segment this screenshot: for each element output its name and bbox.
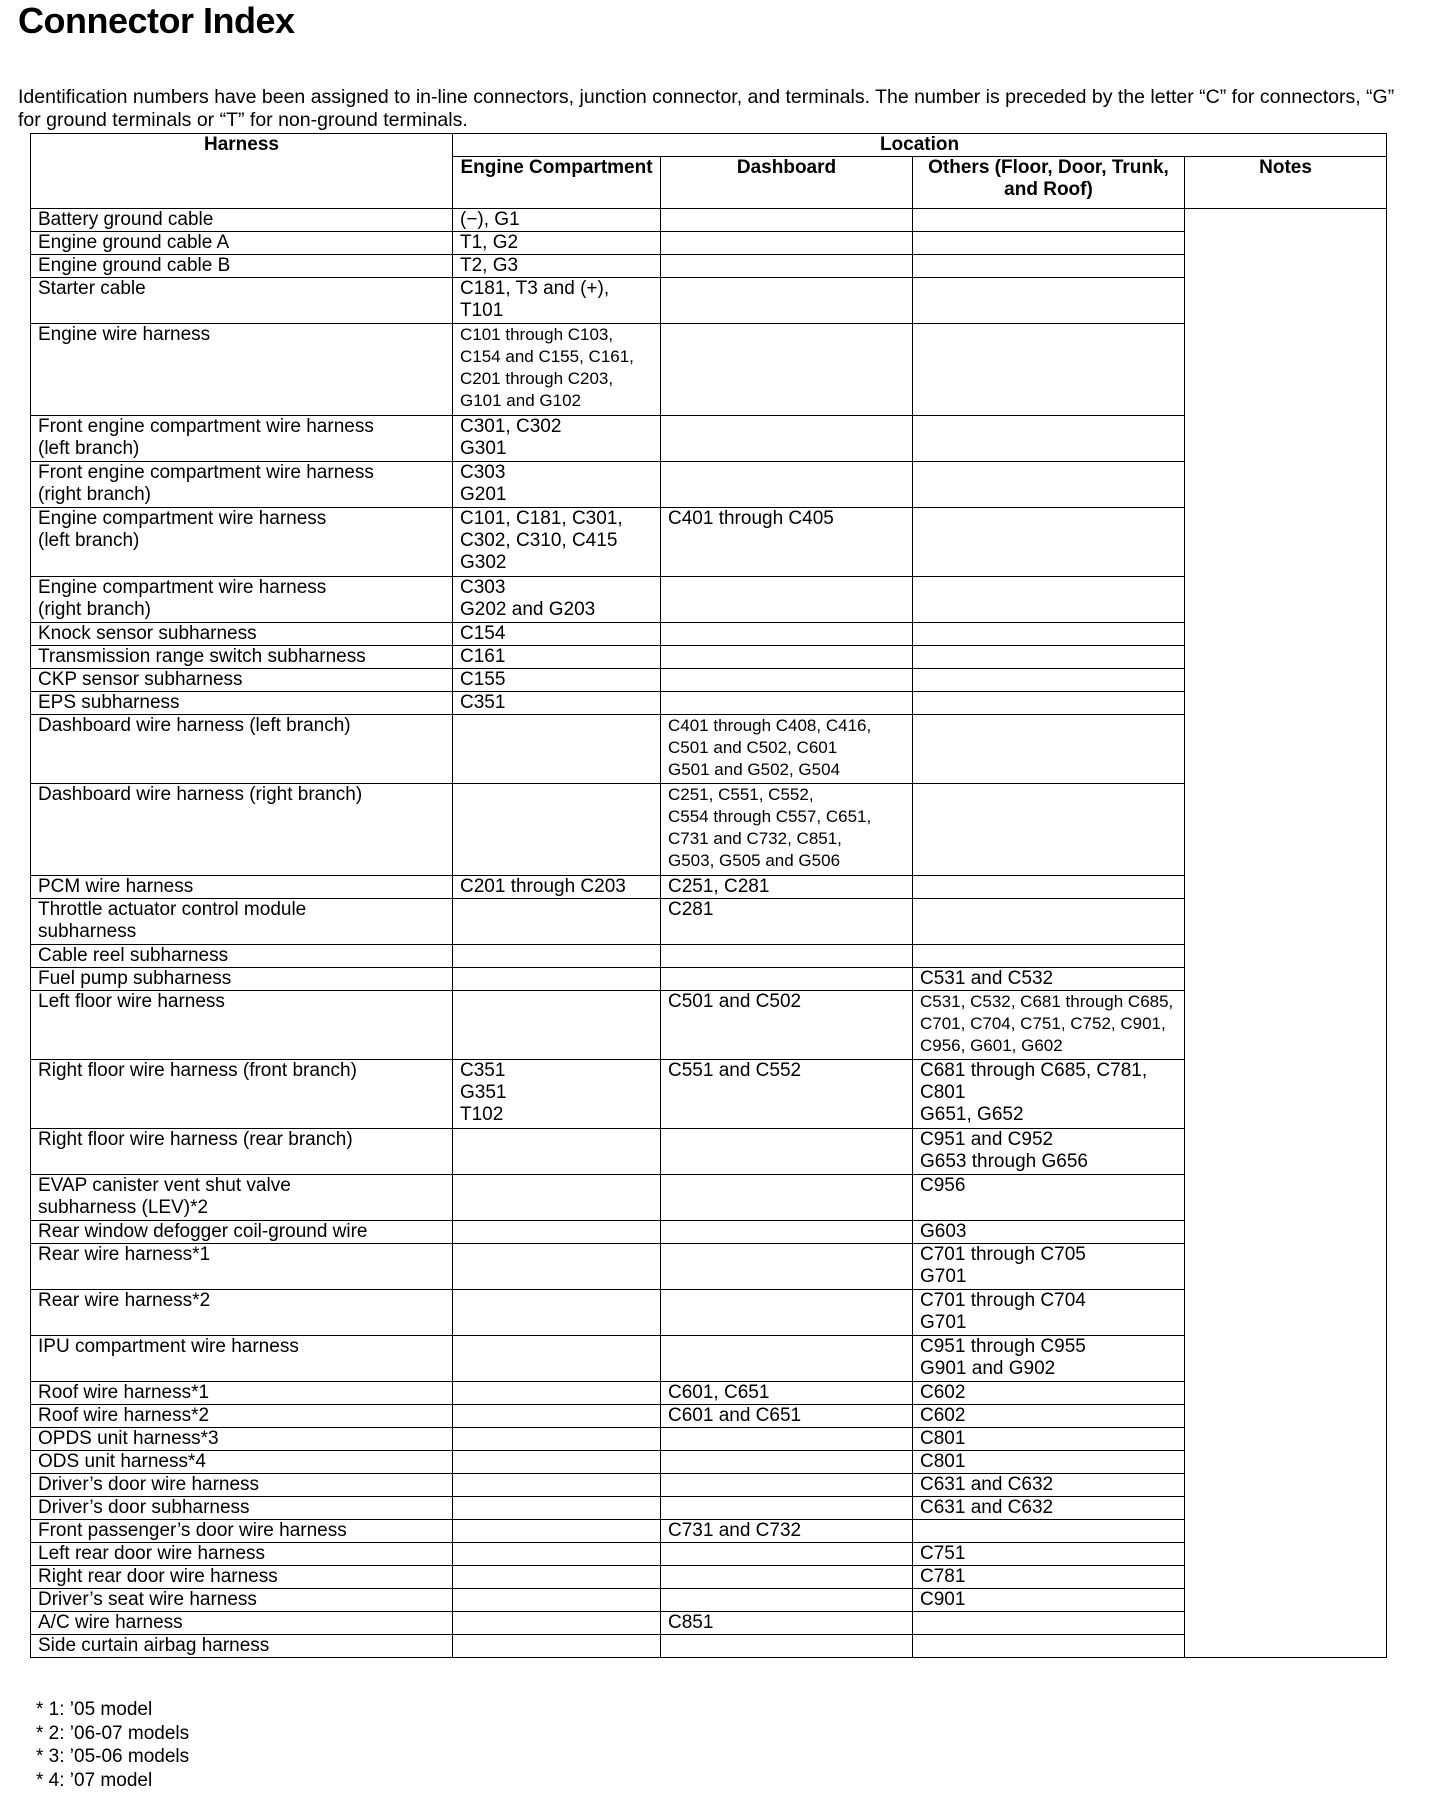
others-cell (913, 324, 1185, 416)
others-cell (913, 508, 1185, 577)
footnote: * 2: ’06-07 models (36, 1722, 190, 1744)
header-dashboard: Dashboard (661, 157, 913, 209)
dashboard-cell (661, 623, 913, 646)
engine-cell: C351 G351 T102 (453, 1060, 661, 1129)
others-cell (913, 577, 1185, 623)
others-cell: C681 through C685, C781, C801 G651, G652 (913, 1060, 1185, 1129)
table-row (31, 1244, 1387, 1290)
others-cell: C701 through C704 G701 (913, 1290, 1185, 1336)
header-harness: Harness (31, 134, 453, 209)
engine-cell (453, 1520, 661, 1543)
dashboard-cell (661, 1290, 913, 1336)
footnote: * 3: ’05-06 models (36, 1746, 190, 1767)
harness-cell: Rear wire harness*2 (31, 1290, 453, 1336)
engine-cell (453, 968, 661, 991)
harness-cell: Rear wire harness*1 (31, 1244, 453, 1290)
table-row (31, 1382, 1387, 1405)
dashboard-cell (661, 646, 913, 669)
table-row (31, 1635, 1387, 1658)
dashboard-cell (661, 416, 913, 462)
engine-cell: C161 (453, 646, 661, 669)
dashboard-cell (661, 278, 913, 324)
harness-cell: Left rear door wire harness (31, 1543, 453, 1566)
engine-cell (453, 1543, 661, 1566)
table-body (31, 209, 1387, 1658)
footnote: * 1: ’05 model (36, 1699, 153, 1720)
table-row (31, 1497, 1387, 1520)
others-cell (913, 1520, 1185, 1543)
engine-cell (453, 1175, 661, 1221)
table-row (31, 278, 1387, 324)
harness-cell: Front engine compartment wire harness (right branch) (31, 462, 453, 508)
intro-paragraph: Identification numbers have been assigned to in-line connectors, junction connector, and terminals. The number is preceded by the letter “C” for connectors, “G” for ground terminals or “T” for non-ground terminals. (18, 86, 1395, 131)
footnotes (36, 1698, 189, 1792)
harness-cell: Dashboard wire harness (left branch) (31, 715, 453, 784)
harness-cell: Front engine compartment wire harness (left branch) (31, 416, 453, 462)
harness-cell: CKP sensor subharness (31, 669, 453, 692)
table-row (31, 209, 1387, 232)
engine-cell: C303 G202 and G203 (453, 577, 661, 623)
engine-cell (453, 1382, 661, 1405)
harness-cell: Side curtain airbag harness (31, 1635, 453, 1658)
others-cell: C801 (913, 1428, 1185, 1451)
dashboard-cell (661, 1474, 913, 1497)
dashboard-cell (661, 1497, 913, 1520)
table-row (31, 991, 1387, 1060)
table-row (31, 1589, 1387, 1612)
harness-cell: Right rear door wire harness (31, 1566, 453, 1589)
table-row (31, 1175, 1387, 1221)
table-row (31, 623, 1387, 646)
others-cell (913, 209, 1185, 232)
table-row (31, 1060, 1387, 1129)
others-cell (913, 623, 1185, 646)
others-cell (913, 899, 1185, 945)
dashboard-cell: C731 and C732 (661, 1520, 913, 1543)
harness-cell: OPDS unit harness*3 (31, 1428, 453, 1451)
dashboard-cell: C401 through C405 (661, 508, 913, 577)
harness-cell: Engine ground cable A (31, 232, 453, 255)
harness-cell: EPS subharness (31, 692, 453, 715)
table-row (31, 968, 1387, 991)
harness-cell: PCM wire harness (31, 876, 453, 899)
engine-cell: T1, G2 (453, 232, 661, 255)
table-row (31, 1221, 1387, 1244)
engine-cell (453, 1244, 661, 1290)
table-row (31, 1290, 1387, 1336)
others-cell: C951 through C955 G901 and G902 (913, 1336, 1185, 1382)
engine-cell: C101, C181, C301, C302, C310, C415 G302 (453, 508, 661, 577)
engine-cell (453, 1221, 661, 1244)
harness-cell: IPU compartment wire harness (31, 1336, 453, 1382)
dashboard-cell: C851 (661, 1612, 913, 1635)
others-cell (913, 1635, 1185, 1658)
others-cell (913, 278, 1185, 324)
header-location: Location (453, 134, 1387, 157)
harness-cell: Dashboard wire harness (right branch) (31, 784, 453, 876)
table-row (31, 1129, 1387, 1175)
dashboard-cell (661, 462, 913, 508)
footnote: * 4: ’07 model (36, 1769, 153, 1791)
others-cell (913, 255, 1185, 278)
dashboard-cell (661, 1129, 913, 1175)
harness-cell: Engine compartment wire harness (left branch) (31, 508, 453, 577)
harness-cell: Right floor wire harness (front branch) (31, 1060, 453, 1129)
harness-cell: Engine ground cable B (31, 255, 453, 278)
others-cell (913, 784, 1185, 876)
engine-cell (453, 1589, 661, 1612)
table-row (31, 692, 1387, 715)
engine-cell (453, 899, 661, 945)
dashboard-cell (661, 324, 913, 416)
engine-cell: C303 G201 (453, 462, 661, 508)
engine-cell (453, 715, 661, 784)
engine-cell (453, 1474, 661, 1497)
table-row (31, 1405, 1387, 1428)
table-row (31, 784, 1387, 876)
table-row (31, 1543, 1387, 1566)
others-cell: C956 (913, 1175, 1185, 1221)
dashboard-cell: C601, C651 (661, 1382, 913, 1405)
connector-index-table (30, 133, 1387, 1658)
harness-cell: Battery ground cable (31, 209, 453, 232)
table-row (31, 1474, 1387, 1497)
others-cell (913, 692, 1185, 715)
engine-cell (453, 784, 661, 876)
harness-cell: A/C wire harness (31, 1612, 453, 1635)
notes-cell (1185, 209, 1387, 1658)
others-cell: C631 and C632 (913, 1497, 1185, 1520)
engine-cell: C181, T3 and (+), T101 (453, 278, 661, 324)
dashboard-cell: C601 and C651 (661, 1405, 913, 1428)
table-row (31, 899, 1387, 945)
harness-cell: Rear window defogger coil-ground wire (31, 1221, 453, 1244)
engine-cell (453, 1635, 661, 1658)
table-row (31, 715, 1387, 784)
others-cell (913, 876, 1185, 899)
others-cell: C531, C532, C681 through C685, C701, C704, C751, C752, C901, C956, G601, G602 (913, 991, 1185, 1060)
table-row (31, 1336, 1387, 1382)
dashboard-cell (661, 692, 913, 715)
others-cell: C901 (913, 1589, 1185, 1612)
others-cell: C602 (913, 1382, 1185, 1405)
table-row (31, 1451, 1387, 1474)
harness-cell: Driver’s seat wire harness (31, 1589, 453, 1612)
engine-cell (453, 1497, 661, 1520)
table-row (31, 1566, 1387, 1589)
others-cell: C602 (913, 1405, 1185, 1428)
engine-cell (453, 1405, 661, 1428)
engine-cell: C301, C302 G301 (453, 416, 661, 462)
others-cell: C751 (913, 1543, 1185, 1566)
dashboard-cell (661, 1175, 913, 1221)
dashboard-cell (661, 1221, 913, 1244)
table-row (31, 669, 1387, 692)
table-row (31, 462, 1387, 508)
dashboard-cell (661, 577, 913, 623)
table-row (31, 416, 1387, 462)
engine-cell: C201 through C203 (453, 876, 661, 899)
others-cell: C951 and C952 G653 through G656 (913, 1129, 1185, 1175)
dashboard-cell (661, 232, 913, 255)
table-row (31, 577, 1387, 623)
harness-cell: Driver’s door wire harness (31, 1474, 453, 1497)
dashboard-cell (661, 968, 913, 991)
engine-cell (453, 1336, 661, 1382)
harness-cell: Roof wire harness*1 (31, 1382, 453, 1405)
others-cell (913, 1612, 1185, 1635)
table-row (31, 1520, 1387, 1543)
others-cell: C781 (913, 1566, 1185, 1589)
table-row (31, 646, 1387, 669)
dashboard-cell: C551 and C552 (661, 1060, 913, 1129)
table-row (31, 1612, 1387, 1635)
table-row (31, 876, 1387, 899)
engine-cell: C155 (453, 669, 661, 692)
others-cell (913, 669, 1185, 692)
others-cell (913, 416, 1185, 462)
dashboard-cell (661, 209, 913, 232)
harness-cell: Right floor wire harness (rear branch) (31, 1129, 453, 1175)
engine-cell: T2, G3 (453, 255, 661, 278)
page-title: Connector Index (18, 0, 295, 41)
engine-cell (453, 1428, 661, 1451)
header-notes: Notes (1185, 157, 1387, 209)
harness-cell: ODS unit harness*4 (31, 1451, 453, 1474)
harness-cell: Throttle actuator control module subharness (31, 899, 453, 945)
harness-cell: Engine compartment wire harness (right branch) (31, 577, 453, 623)
header-others: Others (Floor, Door, Trunk, and Roof) (913, 157, 1185, 209)
harness-cell: Driver’s door subharness (31, 1497, 453, 1520)
others-cell (913, 715, 1185, 784)
dashboard-cell: C281 (661, 899, 913, 945)
dashboard-cell (661, 1543, 913, 1566)
harness-cell: Left floor wire harness (31, 991, 453, 1060)
harness-cell: Transmission range switch subharness (31, 646, 453, 669)
engine-cell: (−), G1 (453, 209, 661, 232)
engine-cell (453, 945, 661, 968)
dashboard-cell (661, 1635, 913, 1658)
others-cell (913, 945, 1185, 968)
harness-cell: Engine wire harness (31, 324, 453, 416)
engine-cell (453, 991, 661, 1060)
others-cell (913, 462, 1185, 508)
dashboard-cell: C251, C281 (661, 876, 913, 899)
dashboard-cell (661, 255, 913, 278)
dashboard-cell (661, 1589, 913, 1612)
others-cell: C631 and C632 (913, 1474, 1185, 1497)
engine-cell (453, 1566, 661, 1589)
harness-cell: Front passenger’s door wire harness (31, 1520, 453, 1543)
table-row (31, 232, 1387, 255)
dashboard-cell (661, 1451, 913, 1474)
harness-cell: Roof wire harness*2 (31, 1405, 453, 1428)
others-cell: C801 (913, 1451, 1185, 1474)
harness-cell: Fuel pump subharness (31, 968, 453, 991)
table-row (31, 945, 1387, 968)
harness-cell: Starter cable (31, 278, 453, 324)
engine-cell: C101 through C103, C154 and C155, C161, C201 through C203, G101 and G102 (453, 324, 661, 416)
table-row (31, 324, 1387, 416)
dashboard-cell: C401 through C408, C416, C501 and C502, C601 G501 and G502, G504 (661, 715, 913, 784)
dashboard-cell: C501 and C502 (661, 991, 913, 1060)
engine-cell: C154 (453, 623, 661, 646)
others-cell (913, 232, 1185, 255)
dashboard-cell (661, 1566, 913, 1589)
table-row (31, 1428, 1387, 1451)
engine-cell (453, 1129, 661, 1175)
table-row (31, 255, 1387, 278)
dashboard-cell: C251, C551, C552, C554 through C557, C651, C731 and C732, C851, G503, G505 and G506 (661, 784, 913, 876)
table-row (31, 508, 1387, 577)
engine-cell (453, 1290, 661, 1336)
harness-cell: Cable reel subharness (31, 945, 453, 968)
others-cell (913, 646, 1185, 669)
others-cell: G603 (913, 1221, 1185, 1244)
others-cell: C701 through C705 G701 (913, 1244, 1185, 1290)
dashboard-cell (661, 669, 913, 692)
dashboard-cell (661, 945, 913, 968)
harness-cell: EVAP canister vent shut valve subharness (LEV)*2 (31, 1175, 453, 1221)
header-engine-compartment: Engine Compartment (453, 157, 661, 209)
engine-cell (453, 1451, 661, 1474)
others-cell: C531 and C532 (913, 968, 1185, 991)
engine-cell (453, 1612, 661, 1635)
harness-cell: Knock sensor subharness (31, 623, 453, 646)
dashboard-cell (661, 1244, 913, 1290)
engine-cell: C351 (453, 692, 661, 715)
dashboard-cell (661, 1336, 913, 1382)
dashboard-cell (661, 1428, 913, 1451)
